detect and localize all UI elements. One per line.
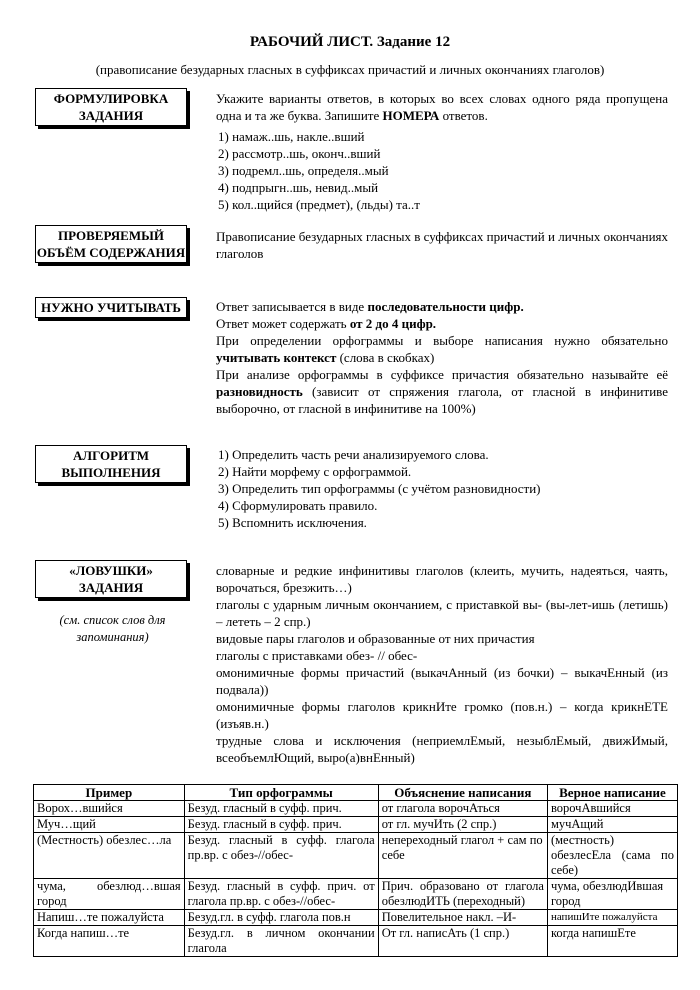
- table-cell: Напиш…те пожалуйста: [34, 910, 185, 926]
- task-label: ФОРМУЛИРОВКА ЗАДАНИЯ: [35, 88, 187, 126]
- table-cell: (Местность) обезлес…ла: [34, 833, 185, 879]
- algorithm-step: 5) Вспомнить исключения.: [218, 515, 367, 530]
- examples-table: [33, 784, 678, 957]
- table-cell: ворочАвшийся: [547, 801, 677, 817]
- table-cell: чума, обезлюдИвшая город: [547, 879, 677, 910]
- table-header: Объяснение написания: [378, 785, 547, 801]
- task-option: 4) подпрыгн..шь, невид..мый: [218, 180, 379, 195]
- table-cell: Безуд. гласный в суфф. глагола пр.вр. с обез-//обес-: [184, 833, 378, 879]
- consider-content: [216, 298, 668, 417]
- content-text: [216, 228, 668, 262]
- task-options: [216, 128, 668, 213]
- consider-line-1: Ответ записывается в виде последовательности цифр.: [216, 299, 524, 314]
- consider-line-2: Ответ может содержать от 2 до 4 цифр.: [216, 316, 437, 331]
- table-cell: Муч…щий: [34, 817, 185, 833]
- table-cell: Безуд. гласный в суфф. прич.: [184, 817, 378, 833]
- table-cell: (местность) обезлесЕла (сама по себе): [547, 833, 677, 879]
- table-cell: мучАщий: [547, 817, 677, 833]
- trap-item: омонимичные формы глаголов крикнИте громко (пов.н.) – когда крикнЕТЕ (изъяв.н.): [216, 699, 668, 731]
- trap-item: глаголы с приставками обез- // обес-: [216, 648, 418, 663]
- table-row: [34, 879, 678, 910]
- table-cell: от глагола ворочАться: [378, 801, 547, 817]
- task-option: 5) кол..щийся (предмет), (льды) та..т: [218, 197, 420, 212]
- traps-content: [216, 562, 668, 766]
- algorithm-step: 1) Определить часть речи анализируемого слова.: [218, 447, 489, 462]
- table-row: [34, 833, 678, 879]
- trap-item: словарные и редкие инфинитивы глаголов (клеить, мучить, надеяться, чаять, ворочаться, брезжить…): [216, 563, 668, 595]
- task-option: 2) рассмотр..шь, оконч..вший: [218, 146, 381, 161]
- table-cell: Безуд. гласный в суфф. прич.: [184, 801, 378, 817]
- algorithm-content: [216, 446, 668, 531]
- content-paragraph: Правописание безударных гласных в суффиксах причастий и личных окончаниях глаголов: [216, 229, 668, 261]
- consider-line-3: При определении орфограммы и выборе написания нужно обязательно учитывать контекст (слова в скобках): [216, 333, 668, 365]
- table-header-row: [34, 785, 678, 801]
- algorithm-step: 3) Определить тип орфограммы (с учётом разновидности): [218, 481, 541, 496]
- table-cell: От гл. написАть (1 спр.): [378, 926, 547, 957]
- task-option: 3) подремл..шь, определя..мый: [218, 163, 389, 178]
- trap-item: глаголы с ударным личным окончанием, с приставкой вы- (вы-лет-ишь (летишь) – лететь – 2 спр.): [216, 597, 668, 629]
- task-option: 1) намаж..шь, накле..вший: [218, 129, 365, 144]
- table-header: Пример: [34, 785, 185, 801]
- page-subtitle: (правописание безударных гласных в суффиксах причастий и личных окончаниях глаголов): [95, 62, 605, 77]
- table-cell: Ворох…вшийся: [34, 801, 185, 817]
- trap-item: трудные слова и исключения (неприемлЕмый, незыблЕмый, движИмый, всеобъемлЮщий, выро(а)внЕнный): [216, 733, 668, 765]
- table-cell: когда напишЕте: [547, 926, 677, 957]
- table-row: [34, 910, 678, 926]
- task-instruction: Укажите варианты ответов, в которых во всех словах одного ряда пропущена одна и та же буква. Запишите НОМЕРА ответов.: [216, 91, 668, 123]
- table-header: Верное написание: [547, 785, 677, 801]
- table-cell: Прич. образовано от глагола обезлюдИТЬ (переходный): [378, 879, 547, 910]
- trap-item: видовые пары глаголов и образованные от них причастия: [216, 631, 535, 646]
- algorithm-step: 2) Найти морфему с орфограммой.: [218, 464, 412, 479]
- table-header: Тип орфограммы: [184, 785, 378, 801]
- table-cell: чума, обезлюд…вшая город: [34, 879, 185, 910]
- table-cell: Когда напиш…те: [34, 926, 185, 957]
- task-content: [216, 90, 668, 213]
- consider-label: НУЖНО УЧИТЫВАТЬ: [35, 297, 187, 318]
- table-cell: Безуд.гл. в суфф. глагола пов.н: [184, 910, 378, 926]
- traps-note: (см. список слов для запоминания): [59, 613, 166, 644]
- table-row: [34, 817, 678, 833]
- table-row: [34, 926, 678, 957]
- table-cell: напишИте пожалуйста: [547, 910, 677, 926]
- content-label: ПРОВЕРЯЕМЫЙ ОБЪЁМ СОДЕРЖАНИЯ: [35, 225, 187, 263]
- algorithm-steps: [216, 446, 668, 531]
- page-title: РАБОЧИЙ ЛИСТ. Задание 12: [249, 34, 451, 50]
- trap-item: омонимичные формы причастий (выкачАнный (из бочки) – выкачЕнный (из подвала)): [216, 665, 668, 697]
- algorithm-label: АЛГОРИТМ ВЫПОЛНЕНИЯ: [35, 445, 187, 483]
- traps-label: «ЛОВУШКИ» ЗАДАНИЯ: [35, 560, 187, 598]
- table-cell: от гл. мучИть (2 спр.): [378, 817, 547, 833]
- table-cell: Безуд.гл. в личном окончании глагола: [184, 926, 378, 957]
- table-cell: Повелительное накл. –И-: [378, 910, 547, 926]
- algorithm-step: 4) Сформулировать правило.: [218, 498, 378, 513]
- consider-line-4: При анализе орфограммы в суффиксе причастия обязательно называйте её разновидность (зависит от спряжения глагола, от гласной в инфинитиве выборочно, от гласной в инфинитиве на 100%): [216, 367, 668, 416]
- table-cell: Безуд. гласный в суфф. прич. от глагола пр.вр. с обез-//обес-: [184, 879, 378, 910]
- table-row: [34, 801, 678, 817]
- table-cell: непереходный глагол + сам по себе: [378, 833, 547, 879]
